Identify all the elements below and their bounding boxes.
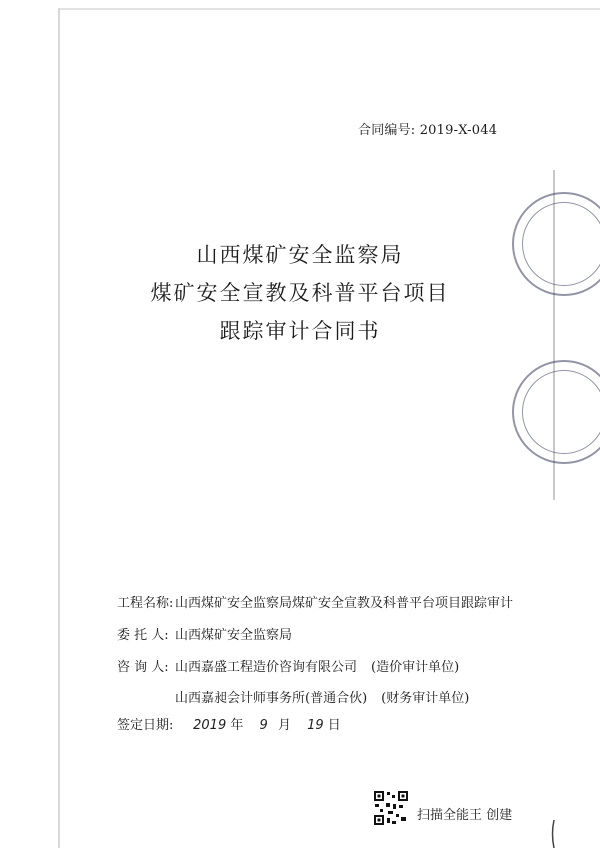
sign-date-row (117, 714, 341, 733)
sign-month: 9 (259, 718, 268, 733)
consultant-row-2 (175, 687, 469, 706)
company-seal-icon (512, 360, 600, 464)
consultant-value-2: 山西嘉昶会计师事务所(普通合伙) (175, 691, 368, 706)
month-unit: 月 (277, 718, 291, 733)
year-unit: 年 (230, 718, 244, 733)
document-title (100, 236, 500, 350)
consultant-role-2: (财务审计单位) (381, 691, 470, 706)
scan-edge-left (58, 8, 60, 848)
title-line-3: 跟踪审计合同书 (219, 319, 381, 343)
qr-code-icon (373, 790, 409, 826)
day-unit: 日 (327, 718, 341, 733)
consultant-role-1: (造价审计单位) (371, 660, 460, 675)
scan-edge-top (58, 8, 600, 10)
consultant-label: 咨 询 人: (117, 660, 169, 675)
seal-stamp-icon (512, 192, 600, 296)
title-line-1: 山西煤矿安全监察局 (196, 243, 404, 267)
consultant-value-1: 山西嘉盛工程造价咨询有限公司 (175, 660, 358, 675)
contract-number: 合同编号: 2019-X-044 (358, 123, 498, 138)
project-name-label: 工程名称: (117, 596, 174, 611)
project-name-row (117, 592, 513, 611)
sign-date-label: 签定日期: (117, 718, 174, 733)
client-row (117, 624, 292, 643)
title-line-2: 煤矿安全宣教及科普平台项目 (150, 281, 450, 305)
client-label: 委 托 人: (117, 628, 169, 643)
project-name-value: 山西煤矿安全监察局煤矿安全宣教及科普平台项目跟踪审计 (175, 596, 514, 611)
scanner-watermark: 扫描全能王 创建 (417, 808, 513, 823)
sign-year: 2019 (193, 718, 227, 733)
consultant-row (117, 656, 459, 675)
client-value: 山西煤矿安全监察局 (175, 628, 293, 643)
page-fold-mark (548, 820, 558, 848)
sign-day: 19 (307, 718, 324, 733)
